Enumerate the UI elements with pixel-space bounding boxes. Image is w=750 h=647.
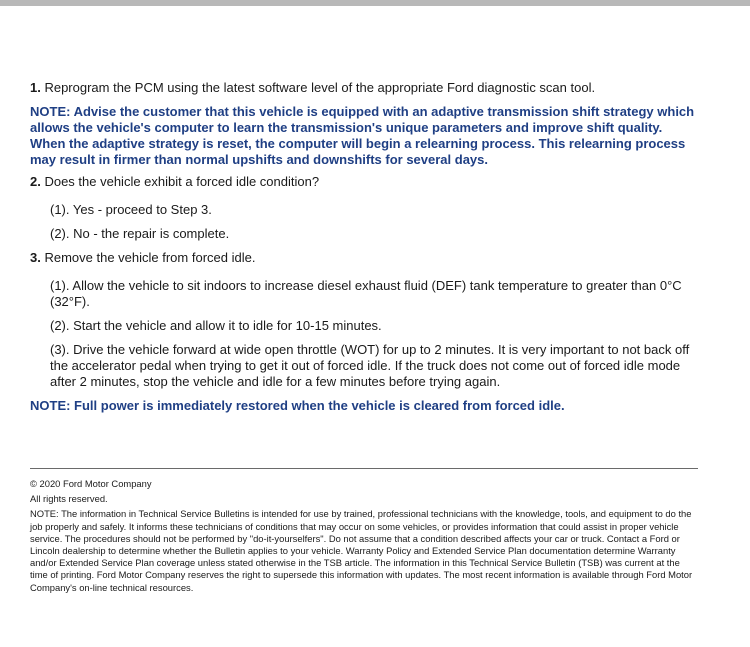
step-2-text: Does the vehicle exhibit a forced idle condition? <box>40 174 320 189</box>
step-3-substep-2: (2). Start the vehicle and allow it to idle for 10-15 minutes. <box>50 318 382 333</box>
step-2-option-1: (1). Yes - proceed to Step 3. <box>50 202 212 217</box>
step-1-note: NOTE: Advise the customer that this vehicle is equipped with an adaptive transmission shift strategy which allows the vehicle's computer to learn the transmission's unique parameters and improve shift quality. When the adaptive strategy is reset, the computer will begin a relearning process. This relearning process may result in firmer than normal upshifts and downshifts for several days. <box>30 104 695 167</box>
rights-text: All rights reserved. <box>30 493 108 505</box>
step-1 <box>30 80 700 96</box>
bulletin-body <box>30 80 700 420</box>
step-3-substep-3: (3). Drive the vehicle forward at wide open throttle (WOT) for up to 2 minutes. It is very important to not back off the accelerator pedal when trying to get it out of forced idle. If the truck does not come out of forced idle mode after 2 minutes, stop the vehicle and idle for a few minutes before trying again. <box>50 342 690 389</box>
step-3-text: Remove the vehicle from forced idle. <box>40 250 256 265</box>
disclaimer-text: NOTE: The information in Technical Service Bulletins is intended for use by trained, professional technicians with the knowledge, tools, and equipment to do the job properly and safely. It informs these technicians of conditions that may occur on some vehicles, or provides information that could assist in proper vehicle service. The procedures should not be performed by "do-it-yourselfers". Do not assume that a condition described affects your car or truck. Contact a Ford or Lincoln dealership to determine whether the Bulletin applies to your vehicle. Warranty Policy and Extended Service Plan documentation determine Warranty and/or Extended Service Plan coverage unless stated otherwise in the TSB article. The information in this Technical Service Bulletin (TSB) was current at the time of printing. Ford Motor Company reserves the right to supersede this information with updates. The most recent information is available through Ford Motor Company's on-line technical resources. <box>30 508 693 593</box>
step-3-note: NOTE: Full power is immediately restored when the vehicle is cleared from forced idle. <box>30 398 565 413</box>
step-2-number: 2. <box>30 174 41 189</box>
step-1-number: 1. <box>30 80 41 95</box>
footer <box>30 478 700 597</box>
footer-divider <box>30 468 698 469</box>
top-border-bar <box>0 0 750 6</box>
step-3-number: 3. <box>30 250 41 265</box>
step-2-option-2: (2). No - the repair is complete. <box>50 226 230 241</box>
step-3-substep-1: (1). Allow the vehicle to sit indoors to increase diesel exhaust fluid (DEF) tank temperature to greater than 0°C (32°F). <box>50 278 682 309</box>
copyright-text: © 2020 Ford Motor Company <box>30 478 152 489</box>
step-1-text: Reprogram the PCM using the latest software level of the appropriate Ford diagnostic scan tool. <box>40 80 596 95</box>
step-2 <box>30 174 700 190</box>
step-3 <box>30 250 700 266</box>
